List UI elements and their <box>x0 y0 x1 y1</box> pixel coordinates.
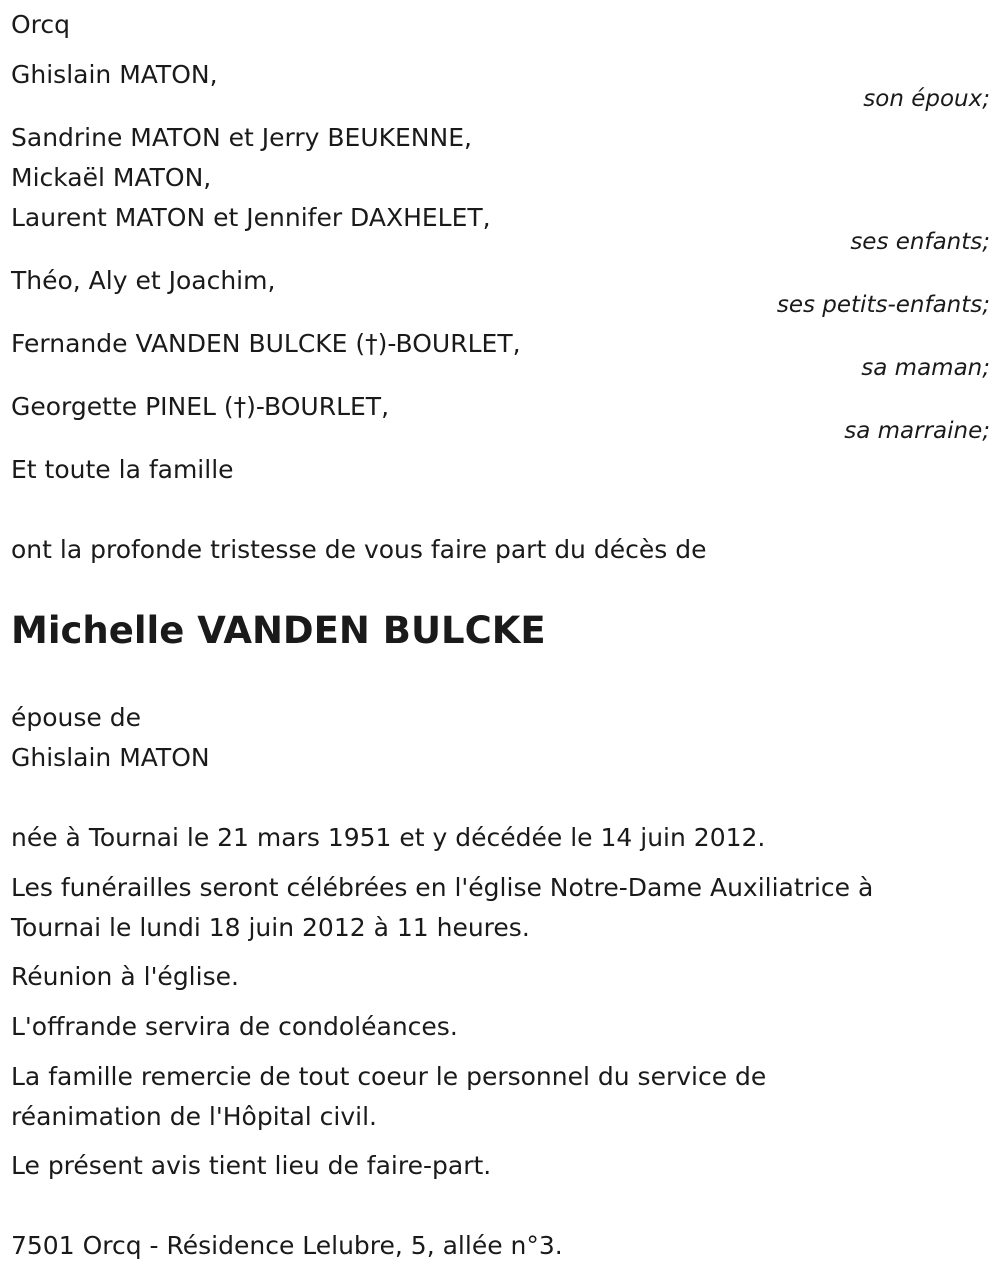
detail-thanks-line-1: La famille remercie de tout coeur le personnel du service de <box>11 1062 767 1091</box>
deceased-name: Michelle VANDEN BULCKE <box>11 609 546 652</box>
announcement-text: ont la profonde tristesse de vous faire part du décès de <box>11 535 707 564</box>
relation-mother: sa maman; <box>861 355 990 381</box>
relation-grandchildren: ses petits-enfants; <box>776 292 990 318</box>
family-member-spouse: Ghislain MATON, <box>11 60 218 89</box>
spouse-label: épouse de <box>11 703 141 732</box>
detail-reunion: Réunion à l'église. <box>11 962 239 991</box>
family-member-child-1: Sandrine MATON et Jerry BEUKENNE, <box>11 123 472 152</box>
family-member-grandchildren: Théo, Aly et Joachim, <box>11 266 276 295</box>
detail-offering: L'offrande servira de condoléances. <box>11 1012 458 1041</box>
family-member-child-2: Mickaël MATON, <box>11 163 212 192</box>
detail-funeral-line-2: Tournai le lundi 18 juin 2012 à 11 heures. <box>11 913 530 942</box>
family-member-mother: Fernande VANDEN BULCKE (†)-BOURLET, <box>11 329 521 358</box>
detail-notice: Le présent avis tient lieu de faire-part. <box>11 1151 492 1180</box>
relation-spouse: son époux; <box>863 86 990 112</box>
family-member-godmother: Georgette PINEL (†)-BOURLET, <box>11 392 390 421</box>
detail-birth-death: née à Tournai le 21 mars 1951 et y décédée le 14 juin 2012. <box>11 823 766 852</box>
family-member-child-3: Laurent MATON et Jennifer DAXHELET, <box>11 203 491 232</box>
closing-family: Et toute la famille <box>11 455 234 484</box>
detail-thanks-line-2: réanimation de l'Hôpital civil. <box>11 1102 377 1131</box>
detail-funeral-line-1: Les funérailles seront célébrées en l'église Notre-Dame Auxiliatrice à <box>11 873 874 902</box>
relation-children: ses enfants; <box>850 229 990 255</box>
place-heading: Orcq <box>11 10 71 39</box>
address: 7501 Orcq - Résidence Lelubre, 5, allée n°3. <box>11 1231 563 1260</box>
spouse-name: Ghislain MATON <box>11 743 210 772</box>
relation-godmother: sa marraine; <box>844 418 990 444</box>
